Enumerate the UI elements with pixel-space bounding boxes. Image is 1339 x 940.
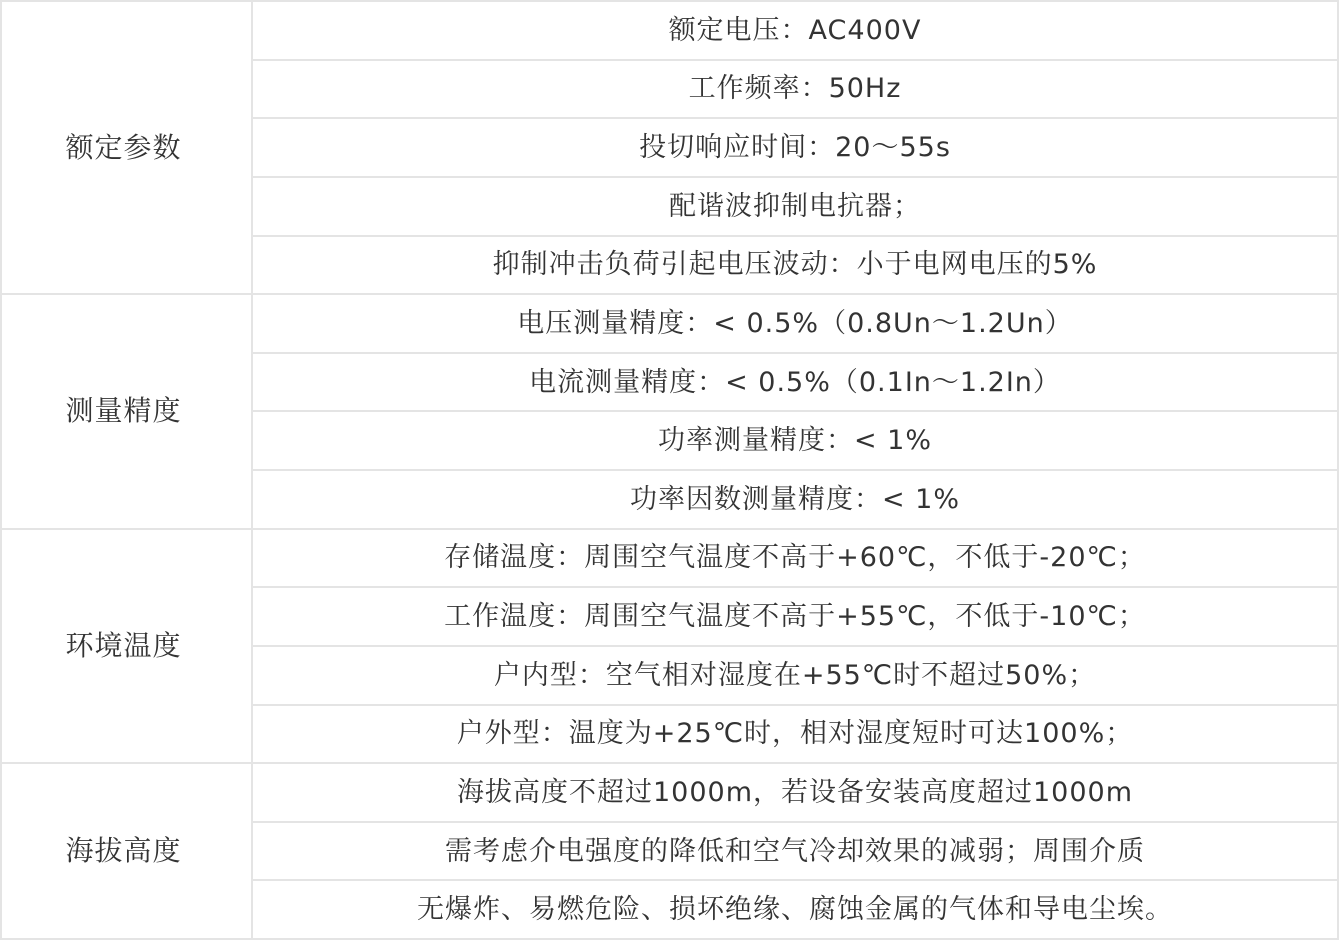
spec-cell: 无爆炸、易燃危险、损坏绝缘、腐蚀金属的气体和导电尘埃。 — [252, 880, 1338, 939]
table-row — [1, 294, 1338, 353]
spec-cell: 户外型：温度为+25℃时，相对湿度短时可达100%； — [252, 705, 1338, 764]
spec-cell: 配谐波抑制电抗器； — [252, 177, 1338, 236]
spec-cell: 额定电压：AC400V — [252, 1, 1338, 60]
spec-cell: 海拔高度不超过1000m，若设备安装高度超过1000m — [252, 763, 1338, 822]
spec-cell: 户内型：空气相对湿度在+55℃时不超过50%； — [252, 646, 1338, 705]
group-label-measurement-accuracy: 测量精度 — [1, 294, 252, 529]
table-row — [1, 1, 1338, 60]
table-row — [1, 763, 1338, 822]
table-row — [1, 529, 1338, 588]
spec-cell: 抑制冲击负荷引起电压波动：小于电网电压的5% — [252, 236, 1338, 295]
spec-cell: 电流测量精度：< 0.5%（0.1In～1.2In） — [252, 353, 1338, 412]
group-label-altitude: 海拔高度 — [1, 763, 252, 939]
spec-cell: 投切响应时间：20～55s — [252, 118, 1338, 177]
group-label-ambient-temperature: 环境温度 — [1, 529, 252, 764]
spec-cell: 电压测量精度：< 0.5%（0.8Un～1.2Un） — [252, 294, 1338, 353]
spec-cell: 工作温度：周围空气温度不高于+55℃，不低于-10℃； — [252, 587, 1338, 646]
spec-cell: 工作频率：50Hz — [252, 60, 1338, 119]
group-label-rated-params: 额定参数 — [1, 1, 252, 294]
spec-cell: 需考虑介电强度的降低和空气冷却效果的减弱；周围介质 — [252, 822, 1338, 881]
spec-cell: 功率测量精度：< 1% — [252, 411, 1338, 470]
spec-cell: 存储温度：周围空气温度不高于+60℃，不低于-20℃； — [252, 529, 1338, 588]
spec-cell: 功率因数测量精度：< 1% — [252, 470, 1338, 529]
